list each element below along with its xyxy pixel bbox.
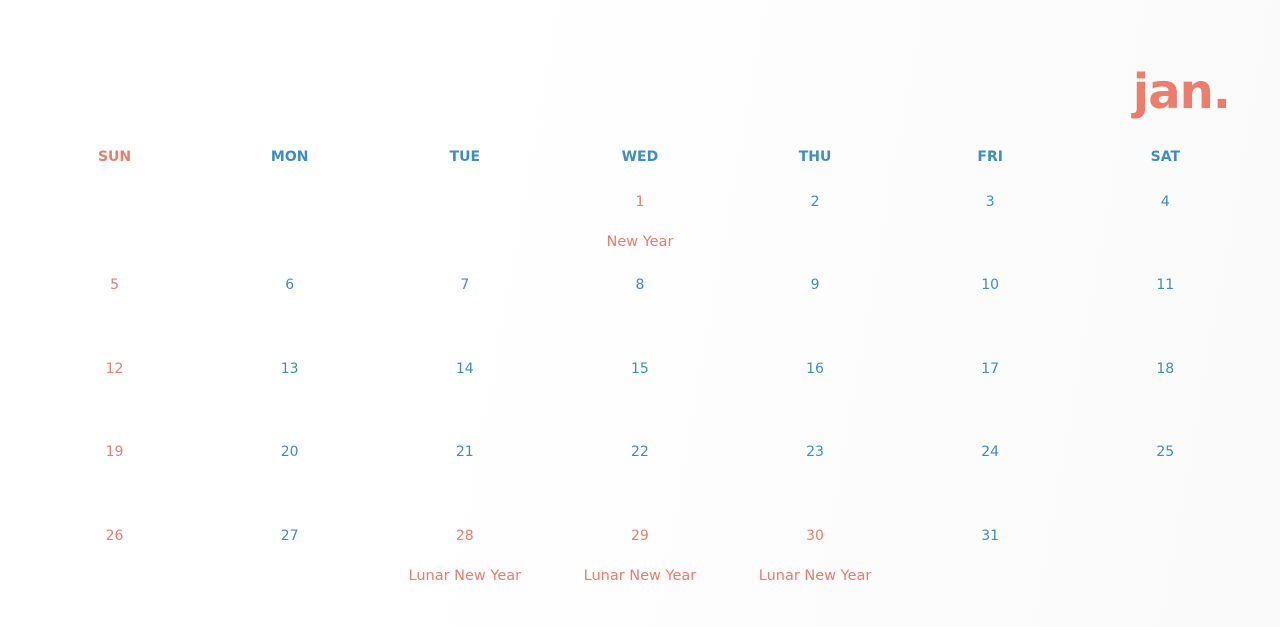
day-number: 16 <box>806 360 824 377</box>
day-cell[interactable] <box>728 349 903 432</box>
day-number: 24 <box>981 444 1000 461</box>
day-cell[interactable] <box>728 432 903 515</box>
day-number: 7 <box>460 277 470 294</box>
day-cell[interactable] <box>377 432 552 515</box>
day-cell[interactable] <box>903 516 1078 599</box>
weekday-fri: FRI <box>977 149 1003 165</box>
day-cell[interactable] <box>552 182 727 265</box>
day-number: 20 <box>280 444 299 461</box>
day-cell[interactable] <box>903 265 1078 348</box>
day-cell[interactable] <box>728 516 903 599</box>
day-cell[interactable] <box>27 432 202 515</box>
day-number: 15 <box>631 360 649 377</box>
day-number: 10 <box>981 277 1000 294</box>
day-number: 5 <box>110 277 120 294</box>
day-number: 19 <box>105 444 124 461</box>
holiday-label: Lunar New Year <box>758 567 872 584</box>
day-cell[interactable] <box>27 349 202 432</box>
weekday-sat: SAT <box>1150 149 1180 165</box>
day-cell[interactable] <box>377 265 552 348</box>
day-number: 29 <box>631 527 649 544</box>
day-cell[interactable] <box>903 432 1078 515</box>
day-cell[interactable] <box>202 516 377 599</box>
weekday-wed: WED <box>621 149 659 165</box>
day-cell <box>377 182 552 265</box>
day-number: 1 <box>635 194 645 210</box>
day-number: 18 <box>1156 360 1175 377</box>
day-number: 26 <box>105 527 124 544</box>
weekday-sun: SUN <box>97 149 132 165</box>
holiday-label: Lunar New Year <box>408 567 522 584</box>
weekday-thu: THU <box>798 149 832 165</box>
holiday-label: New Year <box>606 234 674 250</box>
day-cell[interactable] <box>1078 432 1253 515</box>
day-number: 2 <box>810 194 820 210</box>
day-cell <box>1078 516 1253 599</box>
day-number: 6 <box>285 277 295 294</box>
day-number: 12 <box>105 360 124 377</box>
day-number: 8 <box>635 277 645 294</box>
day-cell[interactable] <box>728 182 903 265</box>
weekday-mon: MON <box>270 149 309 165</box>
day-cell[interactable] <box>552 349 727 432</box>
day-number: 13 <box>280 360 299 377</box>
day-cell[interactable] <box>27 265 202 348</box>
day-number: 23 <box>806 444 824 461</box>
day-number: 11 <box>1156 277 1175 294</box>
day-cell <box>202 182 377 265</box>
day-cell[interactable] <box>377 349 552 432</box>
day-cell[interactable] <box>1078 349 1253 432</box>
day-number: 21 <box>455 444 474 461</box>
day-number: 27 <box>280 527 299 544</box>
calendar-grid <box>27 182 1253 599</box>
day-number: 22 <box>631 444 649 461</box>
day-cell[interactable] <box>1078 265 1253 348</box>
day-number: 31 <box>981 527 1000 544</box>
day-number: 9 <box>810 277 820 294</box>
day-number: 17 <box>981 360 1000 377</box>
day-number: 14 <box>455 360 474 377</box>
day-cell[interactable] <box>1078 182 1253 265</box>
day-number: 28 <box>455 527 474 544</box>
day-cell[interactable] <box>202 349 377 432</box>
day-cell[interactable] <box>377 516 552 599</box>
day-cell[interactable] <box>903 182 1078 265</box>
day-cell[interactable] <box>552 516 727 599</box>
day-number: 30 <box>806 527 824 544</box>
day-cell[interactable] <box>27 516 202 599</box>
day-cell[interactable] <box>202 432 377 515</box>
day-number: 25 <box>1156 444 1175 461</box>
day-cell[interactable] <box>552 432 727 515</box>
day-cell[interactable] <box>552 265 727 348</box>
day-number: 3 <box>985 194 995 210</box>
month-title: jan. <box>1132 64 1230 120</box>
day-cell[interactable] <box>903 349 1078 432</box>
day-cell <box>27 182 202 265</box>
day-number: 4 <box>1160 194 1170 210</box>
day-cell[interactable] <box>728 265 903 348</box>
weekday-tue: TUE <box>449 149 481 165</box>
holiday-label: Lunar New Year <box>583 567 697 584</box>
day-cell[interactable] <box>202 265 377 348</box>
weekday-header-row <box>27 147 1253 167</box>
